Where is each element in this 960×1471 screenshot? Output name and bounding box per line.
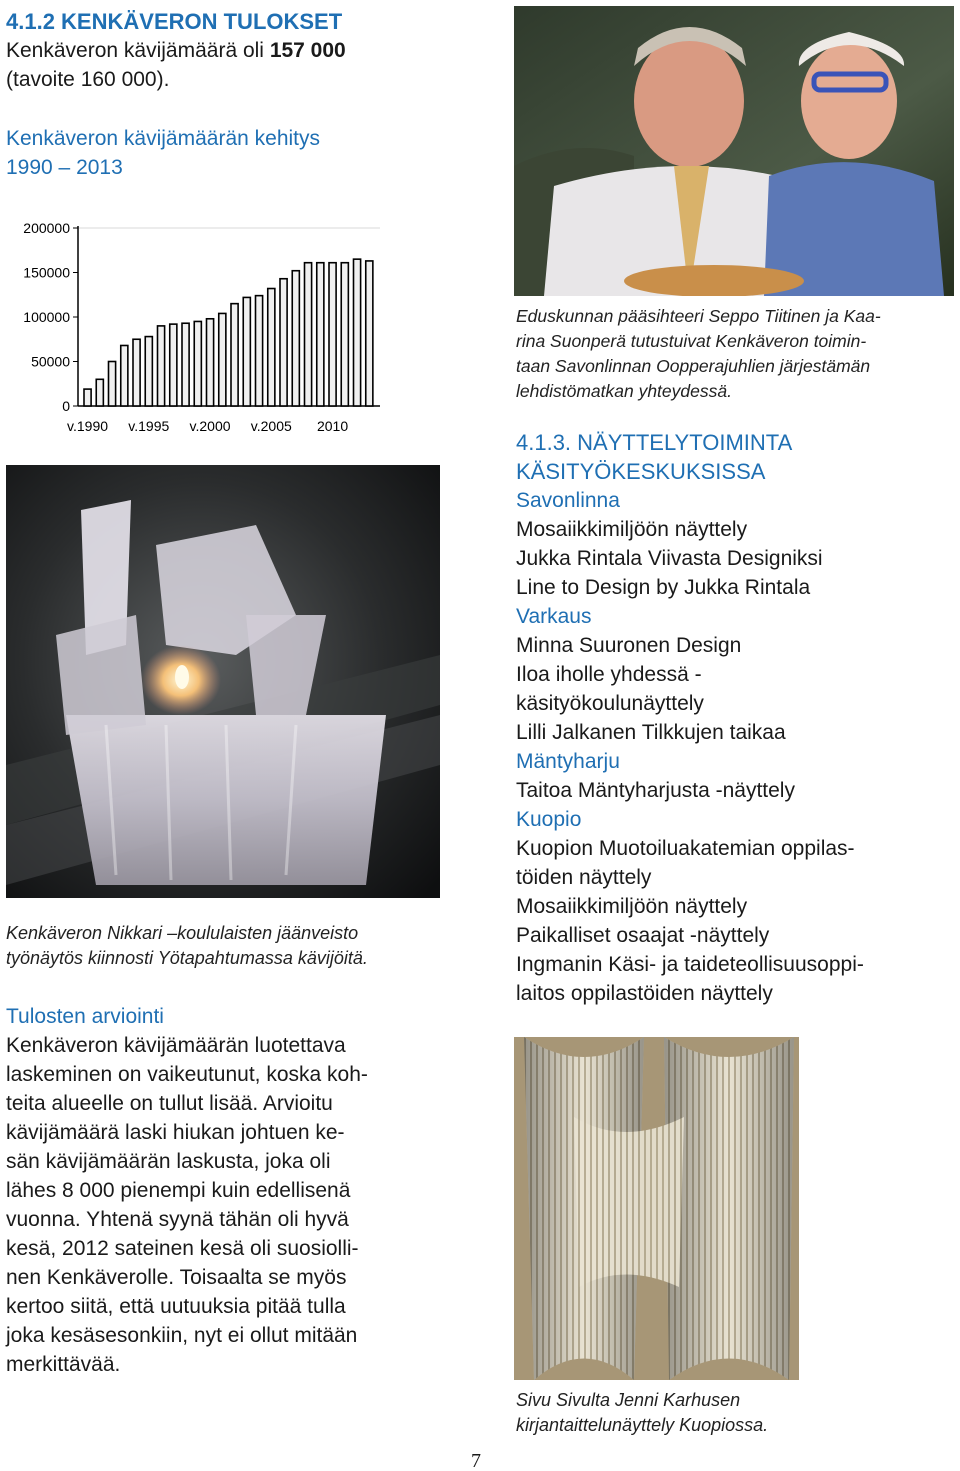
evaluation-line: Kenkäveron kävijämäärän luotettava <box>6 1034 346 1057</box>
exhibition-item: laitos oppilastöiden näyttely <box>516 982 773 1005</box>
ice-photo-caption <box>6 921 368 971</box>
exhibition-item: Mosaiikkimiljöön näyttely <box>516 518 748 541</box>
exhibition-item: Kuopion Muotoiluakatemian oppilas- <box>516 837 855 860</box>
bar-2005 <box>268 289 275 406</box>
exhibition-item: Ingmanin Käsi- ja taideteollisuusoppi- <box>516 953 864 976</box>
exhibition-item: töiden näyttely <box>516 866 652 889</box>
evaluation-line: kävijämäärä laski hiukan johtuen ke- <box>6 1121 345 1144</box>
evaluation-line: sän kävijämäärän laskusta, joka oli <box>6 1150 331 1173</box>
officials-caption-line: rina Suonperä tutustuivat Kenkäveron toimin- <box>516 331 867 351</box>
exhibitions-list <box>516 486 864 1008</box>
officials-caption-line: taan Savonlinnan Oopperajuhlien järjestämän <box>516 356 871 376</box>
evaluation-line: merkittävää. <box>6 1353 121 1376</box>
book-photo-caption <box>516 1388 768 1438</box>
intro-text <box>6 36 346 94</box>
exhibition-location: Kuopio <box>516 808 582 831</box>
evaluation-line: kertoo siitä, että uutuuksia pitää tulla <box>6 1295 346 1318</box>
intro-line1: Kenkäveron kävijämäärä oli <box>6 39 270 62</box>
ice-caption-line1: Kenkäveron Nikkari –koululaisten jäänveisto <box>6 923 359 943</box>
y-tick-label: 0 <box>62 398 70 414</box>
bar-1997 <box>170 324 177 406</box>
officials-caption-line: lehdistömatkan yhteydessä. <box>516 381 732 401</box>
evaluation-line: joka kesäsesonkiin, nyt ei ollut mitään <box>6 1324 358 1347</box>
book-caption-line2: kirjantaittelunäyttely Kuopiossa. <box>516 1415 769 1435</box>
bar-1991 <box>96 379 103 406</box>
exhibition-item: Jukka Rintala Viivasta Designiksi <box>516 547 823 570</box>
officials-caption-line: Eduskunnan pääsihteeri Seppo Tiitinen ja Kaa- <box>516 306 881 326</box>
exhibition-item: Line to Design by Jukka Rintala <box>516 576 811 599</box>
exhibitions-heading-line2: KÄSITYÖKESKUKSISSA <box>516 459 766 484</box>
exhibition-item: Taitoa Mäntyharjusta -näyttely <box>516 779 795 802</box>
evaluation-line: teita alueelle on tullut lisää. Arvioitu <box>6 1092 333 1115</box>
bar-2011 <box>341 263 348 406</box>
ice-sculpture-photo <box>6 465 440 898</box>
x-tick-label: v.1990 <box>67 418 109 434</box>
bar-1996 <box>158 326 165 406</box>
book-caption-line1: Sivu Sivulta Jenni Karhusen <box>516 1390 741 1410</box>
chart-heading <box>6 124 320 182</box>
bar-1993 <box>121 345 128 406</box>
page-number: 7 <box>471 1450 481 1471</box>
evaluation-text <box>6 1031 368 1379</box>
y-tick-label: 150000 <box>23 264 70 281</box>
bar-1999 <box>194 321 201 406</box>
x-tick-label: v.1995 <box>128 418 170 434</box>
intro-line2: (tavoite 160 000). <box>6 68 170 91</box>
bar-1994 <box>133 339 140 406</box>
exhibition-item: Lilli Jalkanen Tilkkujen taikaa <box>516 721 786 744</box>
visitor-bar-chart <box>0 210 400 446</box>
bar-1998 <box>182 323 189 406</box>
bar-2009 <box>317 263 324 406</box>
y-tick-label: 50000 <box>31 353 70 370</box>
y-tick-label: 100000 <box>23 309 70 325</box>
exhibition-location: Mäntyharju <box>516 750 620 773</box>
book-art-photo <box>514 1037 799 1380</box>
officials-photo-caption <box>516 304 881 404</box>
intro-visitor-count: 157 000 <box>269 39 346 62</box>
bar-2007 <box>292 271 299 406</box>
bar-2008 <box>305 263 312 406</box>
evaluation-line: kesä, 2012 sateinen kesä oli suosiolli- <box>6 1237 359 1260</box>
exhibition-item: Iloa iholle yhdessä - <box>516 663 702 686</box>
evaluation-line: vuonna. Yhtenä syynä tähän oli hyvä <box>6 1208 349 1231</box>
section-heading: 4.1.2 KENKÄVERON TULOKSET <box>6 9 343 34</box>
bar-2002 <box>231 304 238 406</box>
exhibition-item: käsityökoulunäyttely <box>516 692 704 715</box>
exhibition-item: Minna Suuronen Design <box>516 634 742 657</box>
evaluation-line: lähes 8 000 pienempi kuin edellisenä <box>6 1179 351 1202</box>
bar-1992 <box>109 362 116 407</box>
bar-1990 <box>84 389 91 406</box>
officials-photo <box>514 6 954 296</box>
x-tick-label: 2010 <box>316 418 349 434</box>
evaluation-line: nen Kenkäverolle. Toisaalta se myös <box>6 1266 347 1289</box>
bar-2012 <box>354 259 361 406</box>
bar-2013 <box>366 261 373 406</box>
ice-caption-line2: työnäytös kiinnosti Yötapahtumassa kävijöitä. <box>6 948 368 968</box>
evaluation-line: laskeminen on vaikeutunut, koska koh- <box>6 1063 368 1086</box>
exhibitions-heading-line1: 4.1.3. NÄYTTELYTOIMINTA <box>516 430 793 455</box>
bar-2001 <box>219 313 226 406</box>
bar-1995 <box>145 337 152 406</box>
bar-2000 <box>207 319 214 406</box>
bar-2010 <box>329 263 336 406</box>
exhibition-location: Varkaus <box>516 605 592 628</box>
bar-2004 <box>256 296 263 406</box>
bar-2006 <box>280 279 287 406</box>
exhibitions-heading <box>516 428 792 486</box>
bar-2003 <box>243 297 250 406</box>
x-tick-label: v.2005 <box>250 418 292 434</box>
exhibition-item: Paikalliset osaajat -näyttely <box>516 924 770 947</box>
evaluation-heading: Tulosten arviointi <box>6 1005 164 1028</box>
exhibition-item: Mosaiikkimiljöön näyttely <box>516 895 748 918</box>
chart-heading-line2: 1990 – 2013 <box>6 156 123 179</box>
x-tick-label: v.2000 <box>189 418 231 434</box>
chart-heading-line1: Kenkäveron kävijämäärän kehitys <box>6 127 320 150</box>
exhibition-location: Savonlinna <box>516 489 620 512</box>
y-tick-label: 200000 <box>23 220 70 236</box>
